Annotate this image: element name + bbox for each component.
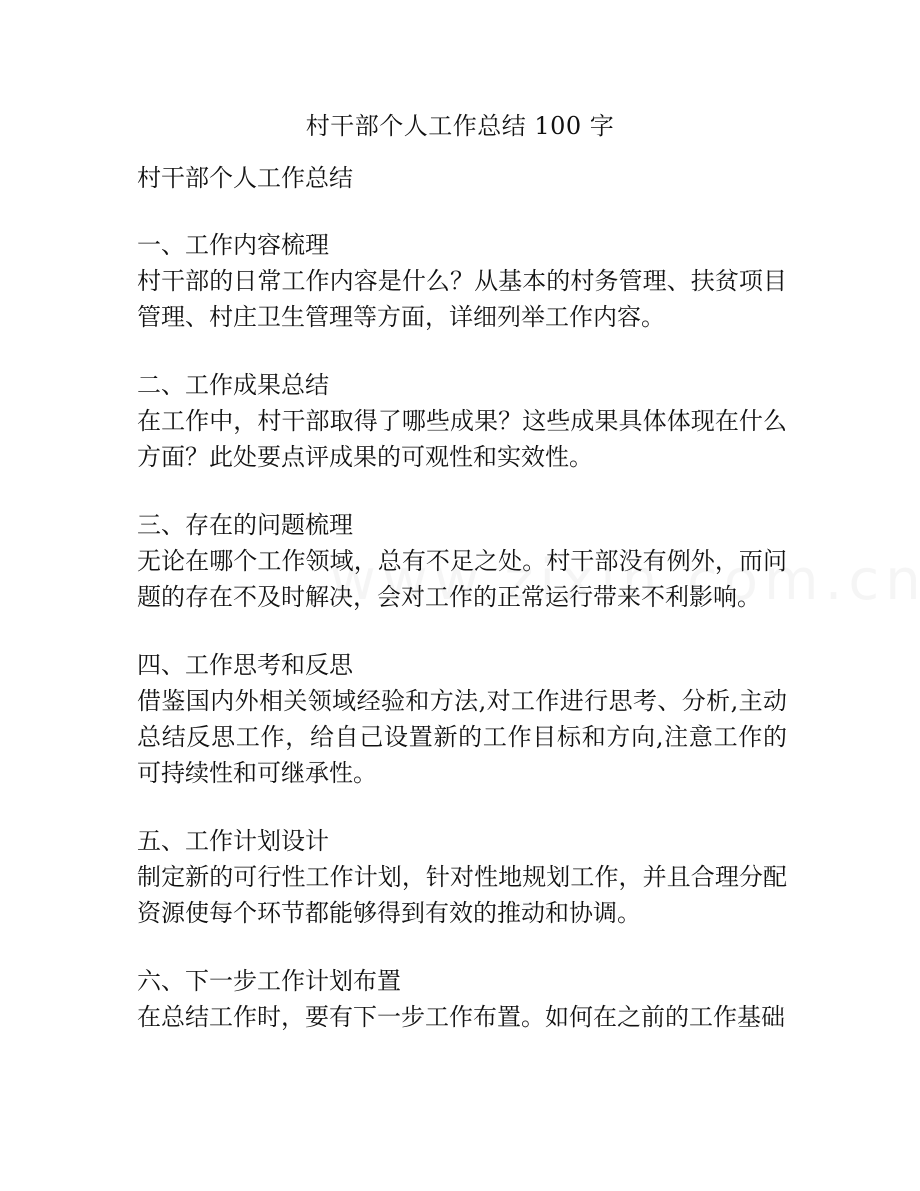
section-heading: 二、工作成果总结 bbox=[137, 371, 329, 399]
section-2 bbox=[137, 367, 787, 475]
section-heading: 四、工作思考和反思 bbox=[137, 651, 353, 679]
section-text: 制定新的可行性工作计划，针对性地规划工作，并且合理分配资源使每个环节都能够得到有效的推动和协调。 bbox=[137, 863, 787, 927]
section-text: 村干部的日常工作内容是什么？从基本的村务管理、扶贫项目管理、村庄卫生管理等方面，详细列举工作内容。 bbox=[137, 267, 787, 331]
document-title: 村干部个人工作总结 100 字 bbox=[305, 112, 615, 140]
section-1 bbox=[137, 227, 787, 335]
section-6 bbox=[137, 963, 787, 1035]
section-heading: 六、下一步工作计划布置 bbox=[137, 967, 401, 995]
section-3 bbox=[137, 507, 787, 615]
document-body bbox=[137, 227, 787, 1067]
section-heading: 一、工作内容梳理 bbox=[137, 231, 329, 259]
section-4 bbox=[137, 647, 787, 791]
section-heading: 三、存在的问题梳理 bbox=[137, 511, 353, 539]
section-heading: 五、工作计划设计 bbox=[137, 827, 329, 855]
section-text: 借鉴国内外相关领域经验和方法,对工作进行思考、分析,主动总结反思工作，给自己设置新的工作目标和方向,注意工作的可持续性和可继承性。 bbox=[137, 687, 787, 787]
section-5 bbox=[137, 823, 787, 931]
section-text: 无论在哪个工作领域，总有不足之处。村干部没有例外，而问题的存在不及时解决，会对工作的正常运行带来不利影响。 bbox=[137, 547, 787, 611]
document-subtitle: 村干部个人工作总结 bbox=[137, 164, 353, 192]
section-text: 在工作中，村干部取得了哪些成果？这些成果具体体现在什么方面？此处要点评成果的可观性和实效性。 bbox=[137, 407, 787, 471]
section-text: 在总结工作时，要有下一步工作布置。如何在之前的工作基础 bbox=[137, 1003, 785, 1031]
